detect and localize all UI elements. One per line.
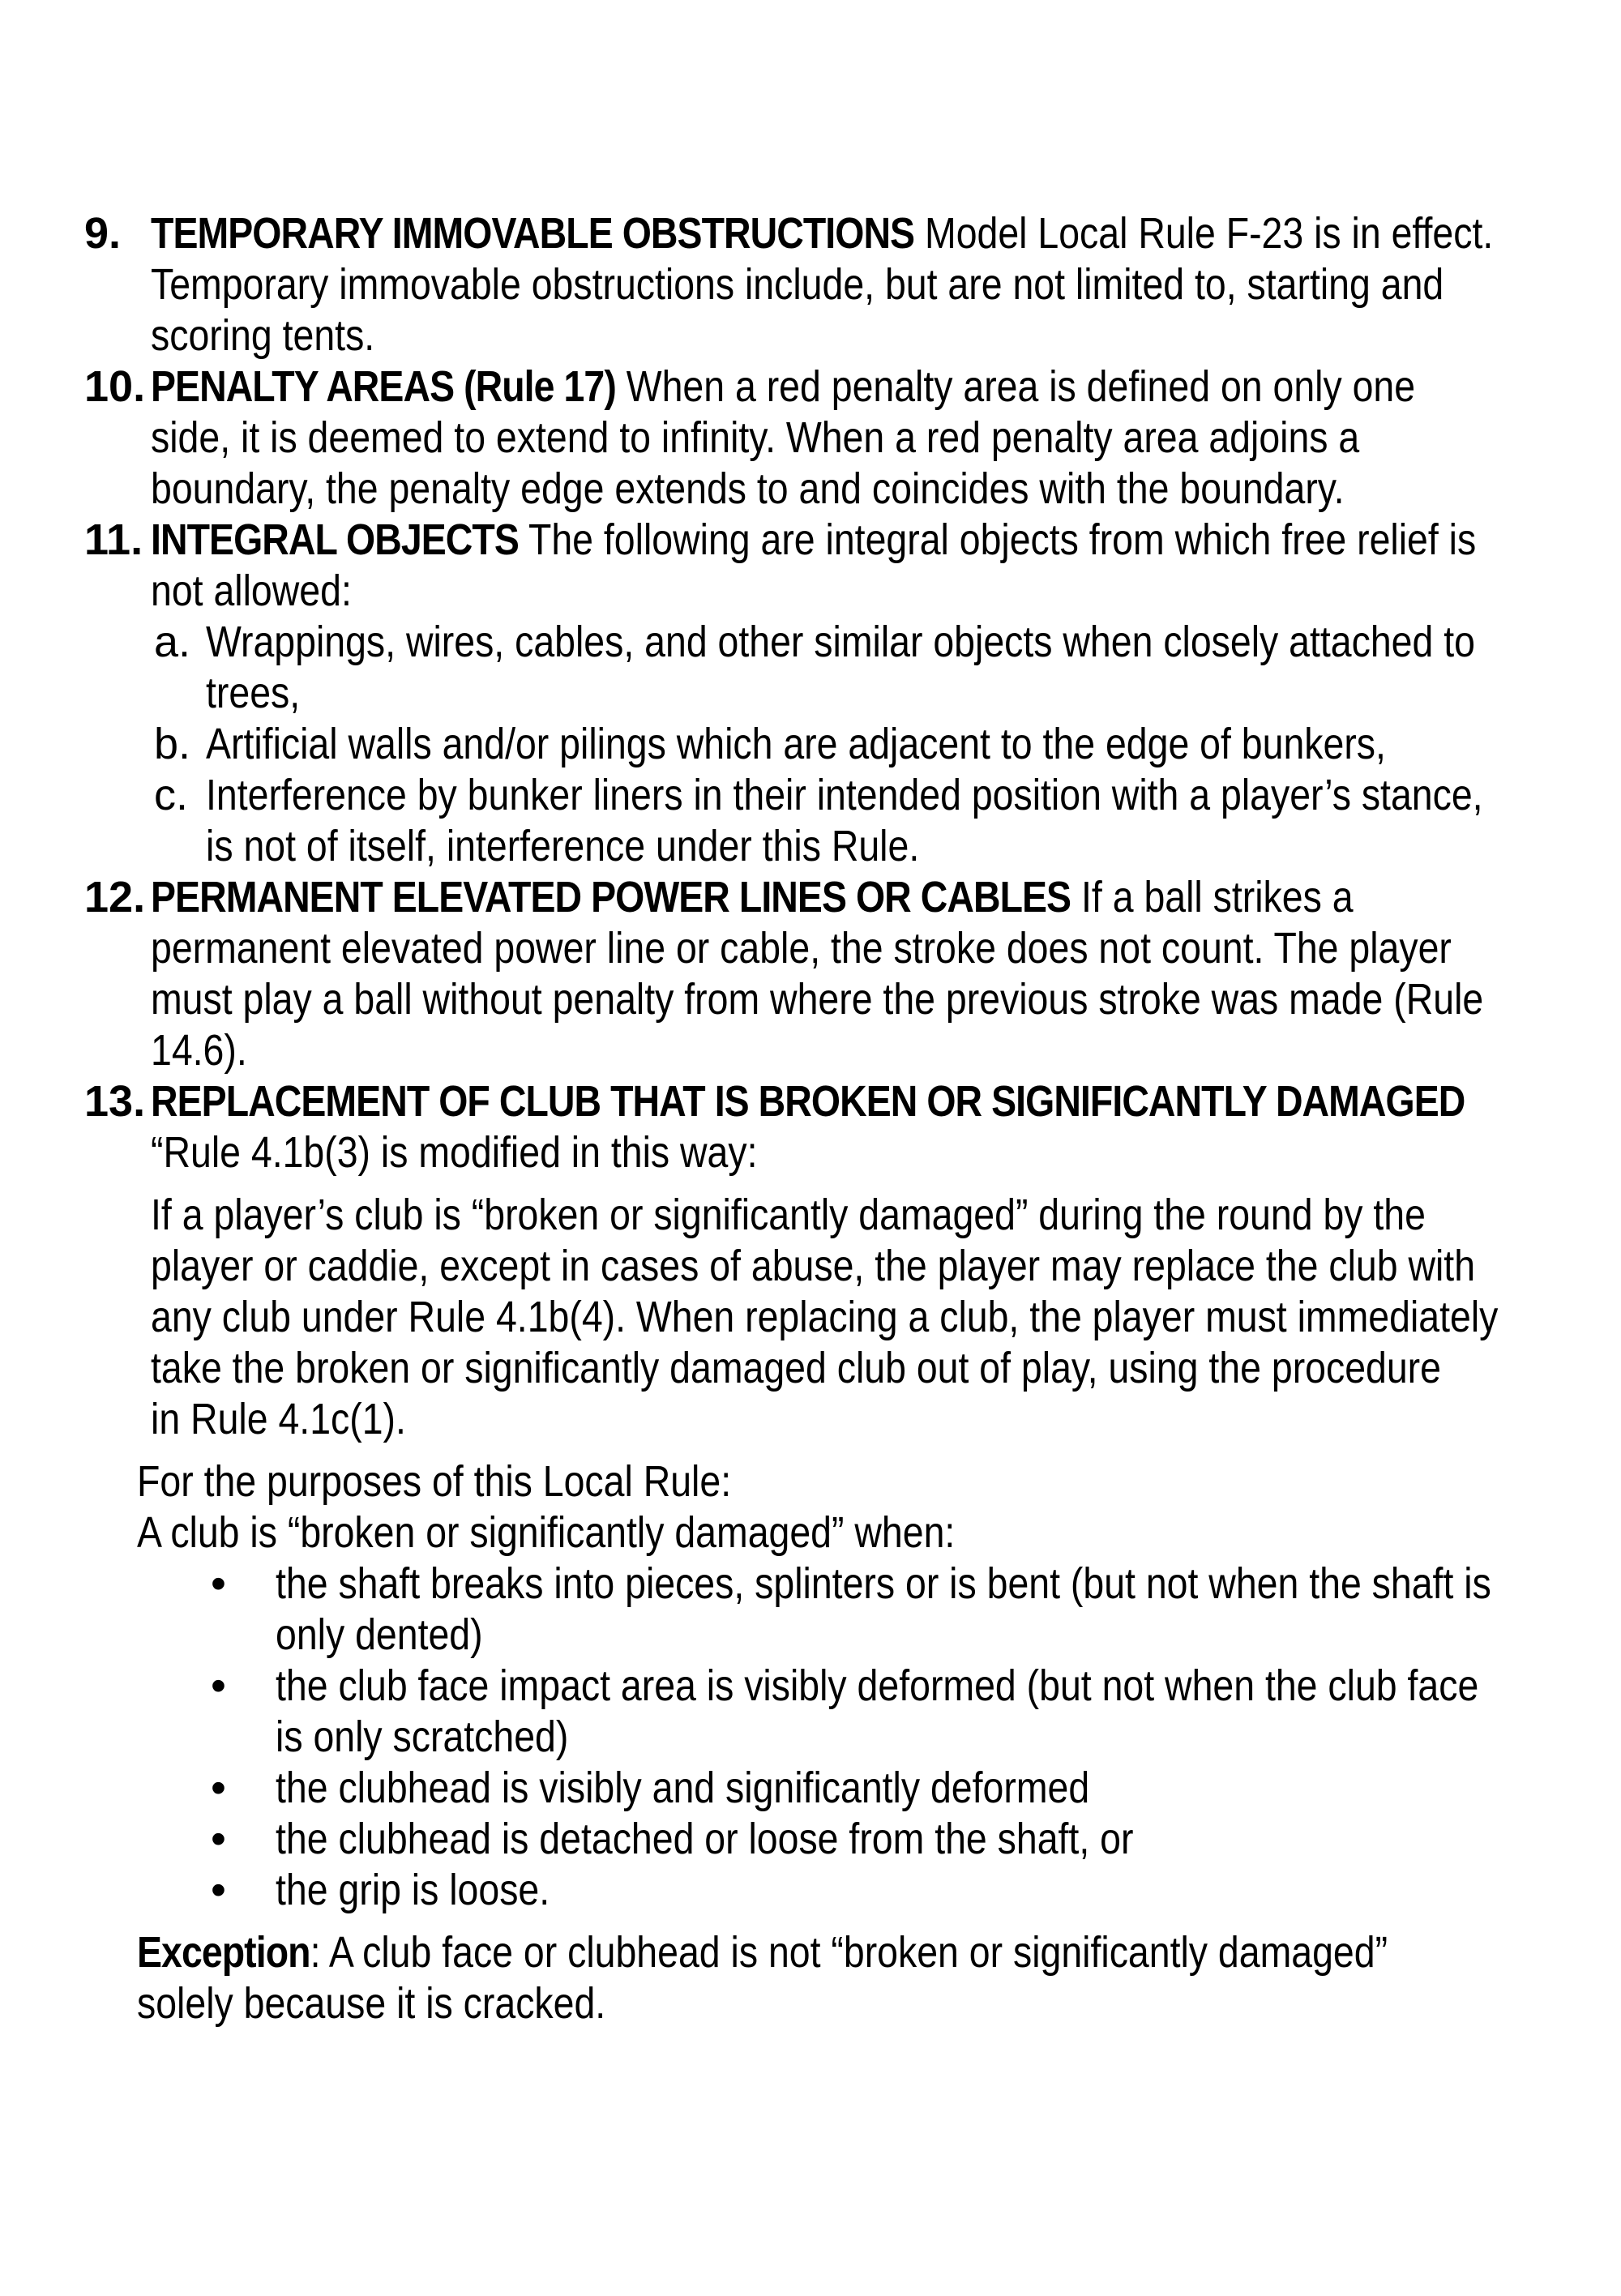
text-segment: the grip is loose.: [276, 1866, 550, 1914]
text-line: [151, 974, 1621, 1025]
item-number: 9.: [84, 209, 122, 258]
text-line: [151, 361, 1621, 413]
text-segment: take the broken or significantly damaged club out of play, using the procedure: [151, 1344, 1441, 1392]
text-line: [276, 1610, 1621, 1661]
subitem-block: [0, 719, 1621, 770]
text-lines: [151, 872, 1621, 1076]
text-line: [151, 1292, 1621, 1343]
bullet-block: [0, 1865, 1621, 1916]
text-line: [151, 464, 1621, 515]
text-lines: [151, 1076, 1621, 1178]
text-line-content: [151, 923, 1452, 974]
text-segment: Temporary immovable obstructions include, but are not limited to, starting and: [151, 260, 1444, 309]
text-line: [206, 617, 1621, 668]
text-segment: : A club face or clubhead is not “broken or significantly damaged”: [310, 1928, 1388, 1977]
text-line-content: [137, 1507, 955, 1558]
text-line: [137, 1978, 1621, 2029]
text-segment: 14.6).: [151, 1026, 247, 1075]
text-line: [206, 719, 1621, 770]
item-block: [0, 361, 1621, 515]
bold-text-segment: PERMANENT ELEVATED POWER LINES OR CABLES: [151, 873, 1071, 921]
text-line-content: [151, 566, 352, 617]
text-line-content: [137, 1978, 605, 2029]
text-lines: [151, 1190, 1621, 1445]
text-segment: When a red penalty area is defined on only one: [615, 362, 1416, 411]
text-lines: [276, 1661, 1621, 1763]
item-block: [0, 872, 1621, 1076]
text-lines: [276, 1763, 1621, 1814]
text-segment: Model Local Rule F-23 is in effect.: [914, 209, 1494, 258]
text-line: [151, 1241, 1621, 1292]
text-line: [151, 1343, 1621, 1394]
text-segment: is not of itself, interference under this Rule.: [206, 822, 920, 870]
text-line-content: [151, 361, 1415, 413]
text-segment: The following are integral objects from which free relief is: [518, 515, 1477, 564]
text-line: [151, 515, 1621, 566]
text-line: [151, 259, 1621, 310]
text-line-content: [151, 1076, 1465, 1127]
text-line-content: [151, 515, 1476, 566]
text-line: [151, 1190, 1621, 1241]
text-line: [151, 1127, 1621, 1178]
item-block: [0, 515, 1621, 617]
text-line: [276, 1763, 1621, 1814]
bullet-icon: •: [211, 1559, 226, 1608]
text-line-content: [276, 1712, 568, 1763]
bold-text-segment: INTEGRAL OBJECTS: [151, 515, 519, 564]
text-line: [276, 1558, 1621, 1610]
text-line: [151, 566, 1621, 617]
text-line: [151, 872, 1621, 923]
text-line: [151, 208, 1621, 259]
subitem-letter: a.: [154, 618, 191, 666]
bullet-block: [0, 1814, 1621, 1865]
text-line-content: [276, 1814, 1133, 1865]
text-line: [137, 1507, 1621, 1558]
text-line-content: [151, 310, 374, 361]
text-segment: Artificial walls and/or pilings which are adjacent to the edge of bunkers,: [206, 720, 1386, 768]
text-line: [137, 1927, 1621, 1978]
para-block: [0, 1190, 1621, 1445]
text-segment: Interference by bunker liners in their intended position with a player’s stance,: [206, 771, 1483, 819]
text-line-content: [151, 1343, 1441, 1394]
text-segment: boundary, the penalty edge extends to and coincides with the boundary.: [151, 464, 1345, 513]
text-line: [151, 1076, 1621, 1127]
text-segment: must play a ball without penalty from where the previous stroke was made (Rule: [151, 975, 1484, 1024]
text-segment: not allowed:: [151, 567, 352, 615]
text-line: [206, 821, 1621, 872]
bold-text-segment: TEMPORARY IMMOVABLE OBSTRUCTIONS: [151, 209, 915, 258]
text-segment: any club under Rule 4.1b(4). When replacing a club, the player must immediately: [151, 1293, 1499, 1341]
bullet-block: [0, 1558, 1621, 1661]
text-segment: “Rule 4.1b(3) is modified in this way:: [151, 1128, 758, 1177]
bullet-icon: •: [211, 1866, 226, 1914]
text-line: [151, 413, 1621, 464]
text-line-content: [276, 1661, 1478, 1712]
subitem-letter: c.: [154, 771, 189, 819]
text-lines: [276, 1865, 1621, 1916]
text-lines: [276, 1814, 1621, 1865]
text-line-content: [151, 1127, 758, 1178]
text-line-content: [151, 259, 1444, 310]
bullet-block: [0, 1763, 1621, 1814]
text-segment: scoring tents.: [151, 311, 375, 360]
text-line: [137, 1456, 1621, 1507]
text-line-content: [206, 617, 1475, 668]
text-lines: [276, 1558, 1621, 1661]
text-lines: [151, 515, 1621, 617]
text-line-content: [151, 1292, 1498, 1343]
text-segment: the clubhead is visibly and significantly deformed: [276, 1764, 1090, 1812]
bullet-block: [0, 1661, 1621, 1763]
text-line-content: [151, 464, 1344, 515]
item-block: [0, 208, 1621, 361]
text-line-content: [206, 821, 919, 872]
text-lines: [151, 208, 1621, 361]
text-lines: [206, 719, 1621, 770]
text-lines: [137, 1927, 1621, 2029]
item-number: 11.: [84, 515, 143, 564]
text-segment: player or caddie, except in cases of abuse, the player may replace the club with: [151, 1242, 1476, 1290]
text-line: [206, 770, 1621, 821]
text-lines: [151, 361, 1621, 515]
text-line: [206, 668, 1621, 719]
text-line-content: [151, 413, 1359, 464]
text-line-content: [276, 1558, 1491, 1610]
text-segment: the shaft breaks into pieces, splinters or is bent (but not when the shaft is: [276, 1559, 1491, 1608]
text-segment: A club is “broken or significantly damaged” when:: [137, 1508, 956, 1557]
item-block: [0, 1076, 1621, 1178]
text-segment: the clubhead is detached or loose from the shaft, or: [276, 1815, 1134, 1863]
text-segment: in Rule 4.1c(1).: [151, 1395, 406, 1443]
text-lines: [137, 1456, 1621, 1507]
subitem-letter: b.: [154, 720, 191, 768]
text-line-content: [151, 1190, 1426, 1241]
para2-block: [0, 1456, 1621, 1507]
text-line: [276, 1865, 1621, 1916]
para2-block: [0, 1507, 1621, 1558]
text-segment: trees,: [206, 669, 301, 717]
bold-text-segment: REPLACEMENT OF CLUB THAT IS BROKEN OR SIGNIFICANTLY DAMAGED: [151, 1077, 1465, 1126]
text-segment: solely because it is cracked.: [137, 1979, 606, 2028]
text-line-content: [137, 1456, 731, 1507]
text-line: [276, 1712, 1621, 1763]
text-segment: is only scratched): [276, 1712, 569, 1761]
text-lines: [206, 617, 1621, 719]
text-line: [151, 310, 1621, 361]
item-number: 10.: [84, 362, 146, 411]
text-segment: the club face impact area is visibly deformed (but not when the club face: [276, 1661, 1479, 1710]
bullet-icon: •: [211, 1764, 226, 1812]
text-line-content: [151, 1025, 247, 1076]
bold-text-segment: PENALTY AREAS (Rule 17): [151, 362, 616, 411]
bullet-icon: •: [211, 1815, 226, 1863]
text-line-content: [151, 1394, 406, 1445]
text-lines: [137, 1507, 1621, 1558]
text-segment: If a ball strikes a: [1071, 873, 1354, 921]
text-line-content: [151, 208, 1493, 259]
text-line: [151, 1394, 1621, 1445]
text-line-content: [276, 1763, 1089, 1814]
text-line-content: [137, 1927, 1388, 1978]
text-line: [151, 1025, 1621, 1076]
text-segment: If a player’s club is “broken or significantly damaged” during the round by the: [151, 1191, 1426, 1239]
text-line: [276, 1661, 1621, 1712]
text-line-content: [151, 872, 1354, 923]
item-number: 12.: [84, 873, 146, 921]
item-number: 13.: [84, 1077, 146, 1126]
para2-block: [0, 1927, 1621, 2029]
text-segment: For the purposes of this Local Rule:: [137, 1457, 732, 1506]
bullet-icon: •: [211, 1661, 226, 1710]
text-line-content: [276, 1865, 550, 1916]
text-line-content: [206, 719, 1386, 770]
text-segment: only dented): [276, 1610, 483, 1659]
text-line-content: [206, 770, 1483, 821]
text-lines: [206, 770, 1621, 872]
subitem-block: [0, 770, 1621, 872]
text-line: [151, 923, 1621, 974]
text-segment: permanent elevated power line or cable, the stroke does not count. The player: [151, 924, 1452, 973]
text-line-content: [151, 1241, 1475, 1292]
text-line: [276, 1814, 1621, 1865]
text-segment: side, it is deemed to extend to infinity. When a red penalty area adjoins a: [151, 413, 1360, 462]
subitem-block: [0, 617, 1621, 719]
text-line-content: [276, 1610, 483, 1661]
text-line-content: [206, 668, 300, 719]
text-segment: Wrappings, wires, cables, and other similar objects when closely attached to: [206, 618, 1475, 666]
bold-text-segment: Exception: [137, 1928, 310, 1977]
text-line-content: [151, 974, 1483, 1025]
